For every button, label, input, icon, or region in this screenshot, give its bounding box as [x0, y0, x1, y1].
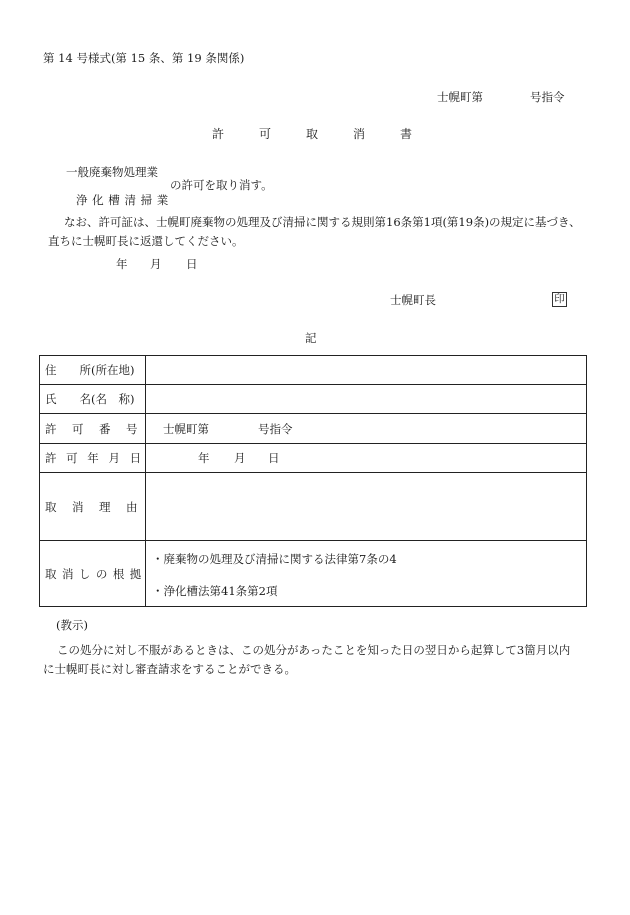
address-value-cell — [146, 356, 586, 384]
table-row-address — [40, 356, 586, 384]
seal-mark: 印 — [552, 292, 567, 307]
issuer-name: 士幌町長 — [390, 293, 436, 307]
record-heading: 記 — [305, 331, 317, 345]
title-char: 許 — [212, 127, 225, 141]
table-row-reason — [40, 472, 586, 540]
table-row-name — [40, 384, 586, 413]
revocation-reason-value-cell — [146, 473, 586, 540]
business-type-general-waste: 一般廃棄物処理業 — [66, 165, 158, 179]
date-day-label: 日 — [186, 257, 198, 271]
address-label: 住 所(所在地) — [40, 356, 146, 384]
instruction-line-1: この処分に対し不服があるときは、この処分があったことを知った日の翌日から起算して3箇月以内 — [57, 643, 571, 657]
date-year-label: 年 — [116, 257, 128, 271]
permit-date-label: 許 可 年 月 日 — [40, 444, 146, 472]
table-row-permit-date — [40, 443, 586, 472]
permit-number-label: 許 可 番 号 — [40, 414, 146, 443]
title-char: 可 — [259, 127, 272, 141]
permit-date-value-cell — [146, 444, 586, 472]
permit-date-month: 月 — [234, 451, 246, 465]
name-value-cell — [146, 385, 586, 413]
permit-number-prefix: 士幌町第 — [163, 421, 209, 436]
revocation-basis-label: 取 消 し の 根 拠 — [40, 541, 146, 606]
permit-date-day: 日 — [268, 451, 280, 465]
instruction-heading: (教示) — [56, 618, 88, 632]
title-char: 取 — [306, 127, 319, 141]
table-row-basis — [40, 540, 586, 606]
instruction-line-2: に士幌町長に対し審査請求をすることができる。 — [43, 662, 296, 676]
directive-number-suffix: 号指令 — [530, 90, 565, 104]
permit-number-value-cell — [146, 414, 586, 443]
title-char: 消 — [353, 127, 366, 141]
business-type-septic-cleaning: 浄 化 槽 清 掃 業 — [76, 193, 169, 207]
notice-line-1: なお、許可証は、士幌町廃棄物の処理及び清掃に関する規則第16条第1項(第19条)の規定に基づき、 — [64, 215, 581, 229]
notice-line-2: 直ちに士幌町長に返還してください。 — [48, 234, 244, 248]
details-table — [39, 355, 587, 607]
directive-number-prefix: 士幌町第 — [437, 90, 483, 104]
form-number: 第 14 号様式(第 15 条、第 19 条関係) — [43, 51, 245, 65]
table-row-permit-number — [40, 413, 586, 443]
title-char: 書 — [400, 127, 413, 141]
permit-date-year: 年 — [198, 451, 210, 465]
name-label: 氏 名(名 称) — [40, 385, 146, 413]
revocation-statement: の許可を取り消す。 — [170, 178, 273, 192]
date-month-label: 月 — [150, 257, 162, 271]
basis-item: ・廃棄物の処理及び清掃に関する法律第7条の4 — [152, 552, 397, 566]
revocation-basis-value-cell — [146, 541, 586, 606]
revocation-reason-label: 取 消 理 由 — [40, 473, 146, 540]
basis-item: ・浄化槽法第41条第2項 — [152, 584, 278, 598]
permit-number-suffix: 号指令 — [258, 421, 293, 436]
